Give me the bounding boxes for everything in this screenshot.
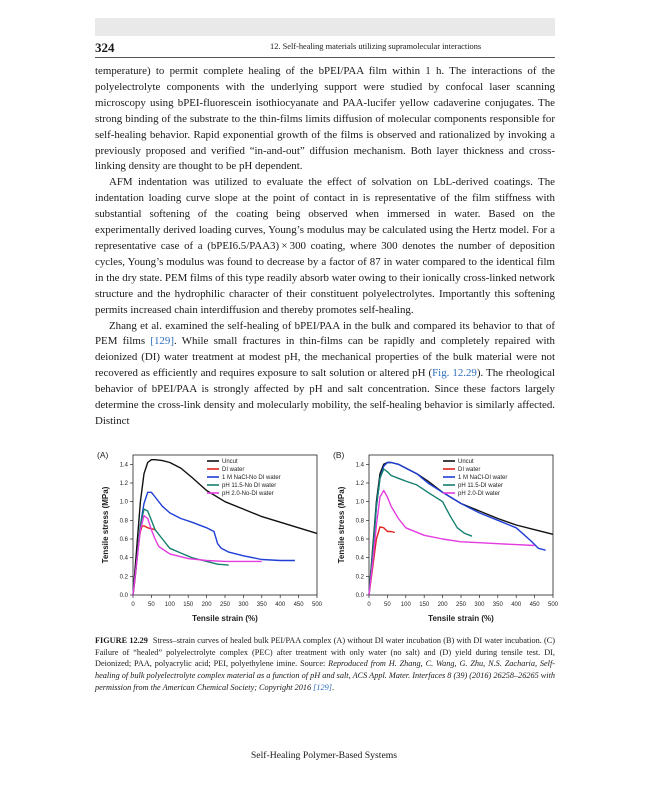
chart-a-xtick-label: 50: [148, 602, 155, 608]
chart-a-ytick-label: 0.2: [119, 574, 128, 581]
chart-a-xtick-label: 300: [238, 602, 249, 608]
figure-12-29: [95, 445, 565, 630]
chart-panel-a: [95, 445, 329, 630]
chart-a-ytick-label: 0.4: [119, 555, 128, 562]
chart-a-legend-label-2: DI water: [222, 467, 245, 474]
paragraph-2: AFM indentation was utilized to evaluate the effect of solvation on LbL-derived coatings. The indentation loading curve slope at the point of contact in is representative of the film stiffness with substantial softening of the coating being observed when immersed in water. Based on the experimentally derived loading curves, Young’s modulus may be calculated using the Hertz model. For a representative case of a (bPEI6.5/PAA3) × 300 coating, where 300 denotes the number of deposition cycles, Young’s modulus was found to decrease by a factor of 87 in water compared to the identical film in the dry state. PEM films of this type readily absorb water owing to their ionically cross-linked network structure and the hydrophilic character of their constituent polyelectrolytes. Importantly this softening permits increased chain interdiffusion and thereby promotes self-healing.: [95, 176, 555, 316]
chart-b-legend-label-5: pH 2.0-DI water: [458, 491, 501, 498]
running-title: 12. Self-healing materials utilizing supramolecular interactions: [270, 42, 482, 51]
chart-a-xtick-label: 200: [201, 602, 212, 608]
paragraph-3: [95, 319, 555, 430]
chart-a-xtick-label: 250: [219, 602, 231, 608]
chart-a-xlabel: Tensile strain (%): [192, 614, 258, 623]
chart-b-xtick-label: 200: [437, 602, 448, 608]
chart-a-panel-label: (A): [97, 450, 109, 460]
caption-source: Reproduced from H. Zhang, C. Wang, G. Zhu, N.S. Zacharia, Self-healing of bulk polyelectrolyte complex material as a function of pH and salt, ACS Appl. Mater. Interfaces 8 (39) (2016) 26258–26265 with permission from the American Chemical Society; Copyright 2016: [95, 659, 556, 692]
caption-citation-link[interactable]: [129]: [313, 682, 332, 692]
chart-b-legend-label-4: pH 11.5-DI water: [458, 483, 503, 490]
chart-b-series-line-5: [369, 491, 535, 596]
chart-a-xtick-label: 350: [256, 602, 267, 608]
chart-a-series-line-4: [133, 509, 229, 595]
chart-a-ytick-label: 0.8: [119, 518, 128, 525]
chart-b-xtick-label: 50: [384, 602, 391, 608]
chart-b-xtick-label: 450: [529, 602, 540, 608]
chart-a-xtick-label: 400: [275, 602, 286, 608]
chart-b-legend-label-1: Uncut: [458, 459, 474, 466]
chart-a-ylabel: Tensile stress (MPa): [101, 486, 110, 564]
chart-b-xlabel: Tensile strain (%): [428, 614, 494, 623]
chart-a-ytick-label: 0.6: [119, 537, 128, 543]
chart-a-ytick-label: 0.0: [119, 593, 128, 599]
chart-b-ytick-label: 0.4: [355, 555, 364, 562]
chart-a-ytick-label: 1.2: [119, 481, 128, 487]
header-band: [95, 18, 555, 36]
chart-b-ytick-label: 0.0: [355, 593, 364, 599]
chart-b-ytick-label: 0.8: [355, 518, 364, 525]
footer-book-title: Self-Healing Polymer-Based Systems: [250, 750, 398, 761]
chart-a-svg: [95, 445, 329, 630]
chart-a-legend-label-3: 1 M NaCl-No DI water: [222, 475, 281, 482]
chart-b-xtick-label: 300: [474, 602, 485, 608]
figure-caption: [95, 635, 555, 694]
chart-b-xtick-label: 150: [419, 602, 430, 608]
chart-panel-b: [331, 445, 565, 630]
chart-a-ytick-label: 1.4: [119, 462, 128, 469]
body-text: [95, 64, 555, 430]
figure-link-12-29[interactable]: Fig. 12.29: [432, 367, 477, 380]
chart-a-xtick-label: 500: [311, 602, 323, 608]
chart-a-legend-label-1: Uncut: [222, 459, 238, 466]
chart-b-xtick-label: 400: [511, 602, 522, 608]
chart-a-xtick-label: 0: [131, 602, 135, 608]
chart-b-xtick-label: 100: [400, 602, 411, 608]
caption-label: FIGURE 12.29: [95, 636, 148, 645]
chart-b-ytick-label: 0.2: [355, 574, 364, 581]
chart-b-ytick-label: 1.2: [355, 481, 364, 487]
chart-b-svg: [331, 445, 565, 630]
caption-end: .: [331, 682, 334, 692]
chart-a-legend-label-4: pH 11.5-No DI water: [222, 483, 277, 490]
header-rule: [95, 57, 555, 58]
caption-text: Stress–strain curves of healed bulk PEI/PAA complex (A) without DI water incubation (B) with DI water incubation. (C) Failure of “healed” polyelectrolyte complex (PEC) after treatment with only water (no salt) and (D) yield during tensile test. DI, Deionized; PAA, polyacrylic acid; PEI, polyethylene imine. Source:: [95, 636, 556, 669]
chart-a-xtick-label: 150: [183, 602, 194, 608]
chart-a-xtick-label: 100: [164, 602, 175, 608]
chart-b-xtick-label: 500: [547, 602, 559, 608]
chart-b-legend-label-2: DI water: [458, 467, 481, 474]
chart-b-panel-label: (B): [333, 450, 345, 460]
chart-b-ylabel: Tensile stress (MPa): [337, 486, 346, 564]
paragraph-3-text-2: . While small fractures in thin-films can be rapidly and completely repaired with deionized (DI) water treatment at modest pH, the mechanical properties of the bulk material were not recovered as efficiently and requires exposure to salt solution or altered pH (: [95, 335, 555, 380]
chart-b-ytick-label: 0.6: [355, 537, 364, 543]
chart-a-legend-label-5: pH 2.0-No-DI water: [222, 491, 274, 498]
chart-b-xtick-label: 350: [492, 602, 503, 608]
page-number: 324: [95, 40, 115, 55]
chart-b-legend-label-3: 1 M NaCl-DI water: [458, 475, 508, 482]
chart-a-xtick-label: 450: [293, 602, 304, 608]
chart-b-xtick-label: 0: [367, 602, 371, 608]
paragraph-3-text-3: ). The rheological behavior of bPEI/PAA is strongly affected by pH and salt concentration. Since these factors largely determine the cross-link density and molecularly mobility, the self-healing behavior is similarly affected. Distinct: [95, 367, 555, 427]
citation-link-129[interactable]: [129]: [150, 335, 174, 348]
chart-b-series-line-4: [369, 469, 472, 595]
chart-a-ytick-label: 1.0: [119, 499, 128, 506]
paragraph-3-text-1: Zhang et al. examined the self-healing of bPEI/PAA in the bulk and compared its behavior to that of PEM films: [95, 319, 555, 348]
chart-b-ytick-label: 1.0: [355, 499, 364, 506]
running-head: [95, 40, 555, 56]
paragraph-1: temperature) to permit complete healing of the bPEI/PAA film within 1 h. The interactions of the polyelectrolyte components with the underlying support were studied by confocal laser scanning microscopy using bPEI-fluorescein isothiocyanate and PAA-lucifer yellow cadaverine conjugates. The strong binding of the substrate to the thin-films limits diffusion of molecular components responsible for self-healing behavior. Rapid exponential growth of the films is observed and rationalized by invoking a previously proposed and verified “in-and-out” diffusion mechanism. Both layer thickness and cross-linking density are thought to be pH dependent.: [95, 65, 555, 173]
chart-b-xtick-label: 250: [455, 602, 467, 608]
chart-b-ytick-label: 1.4: [355, 462, 364, 469]
